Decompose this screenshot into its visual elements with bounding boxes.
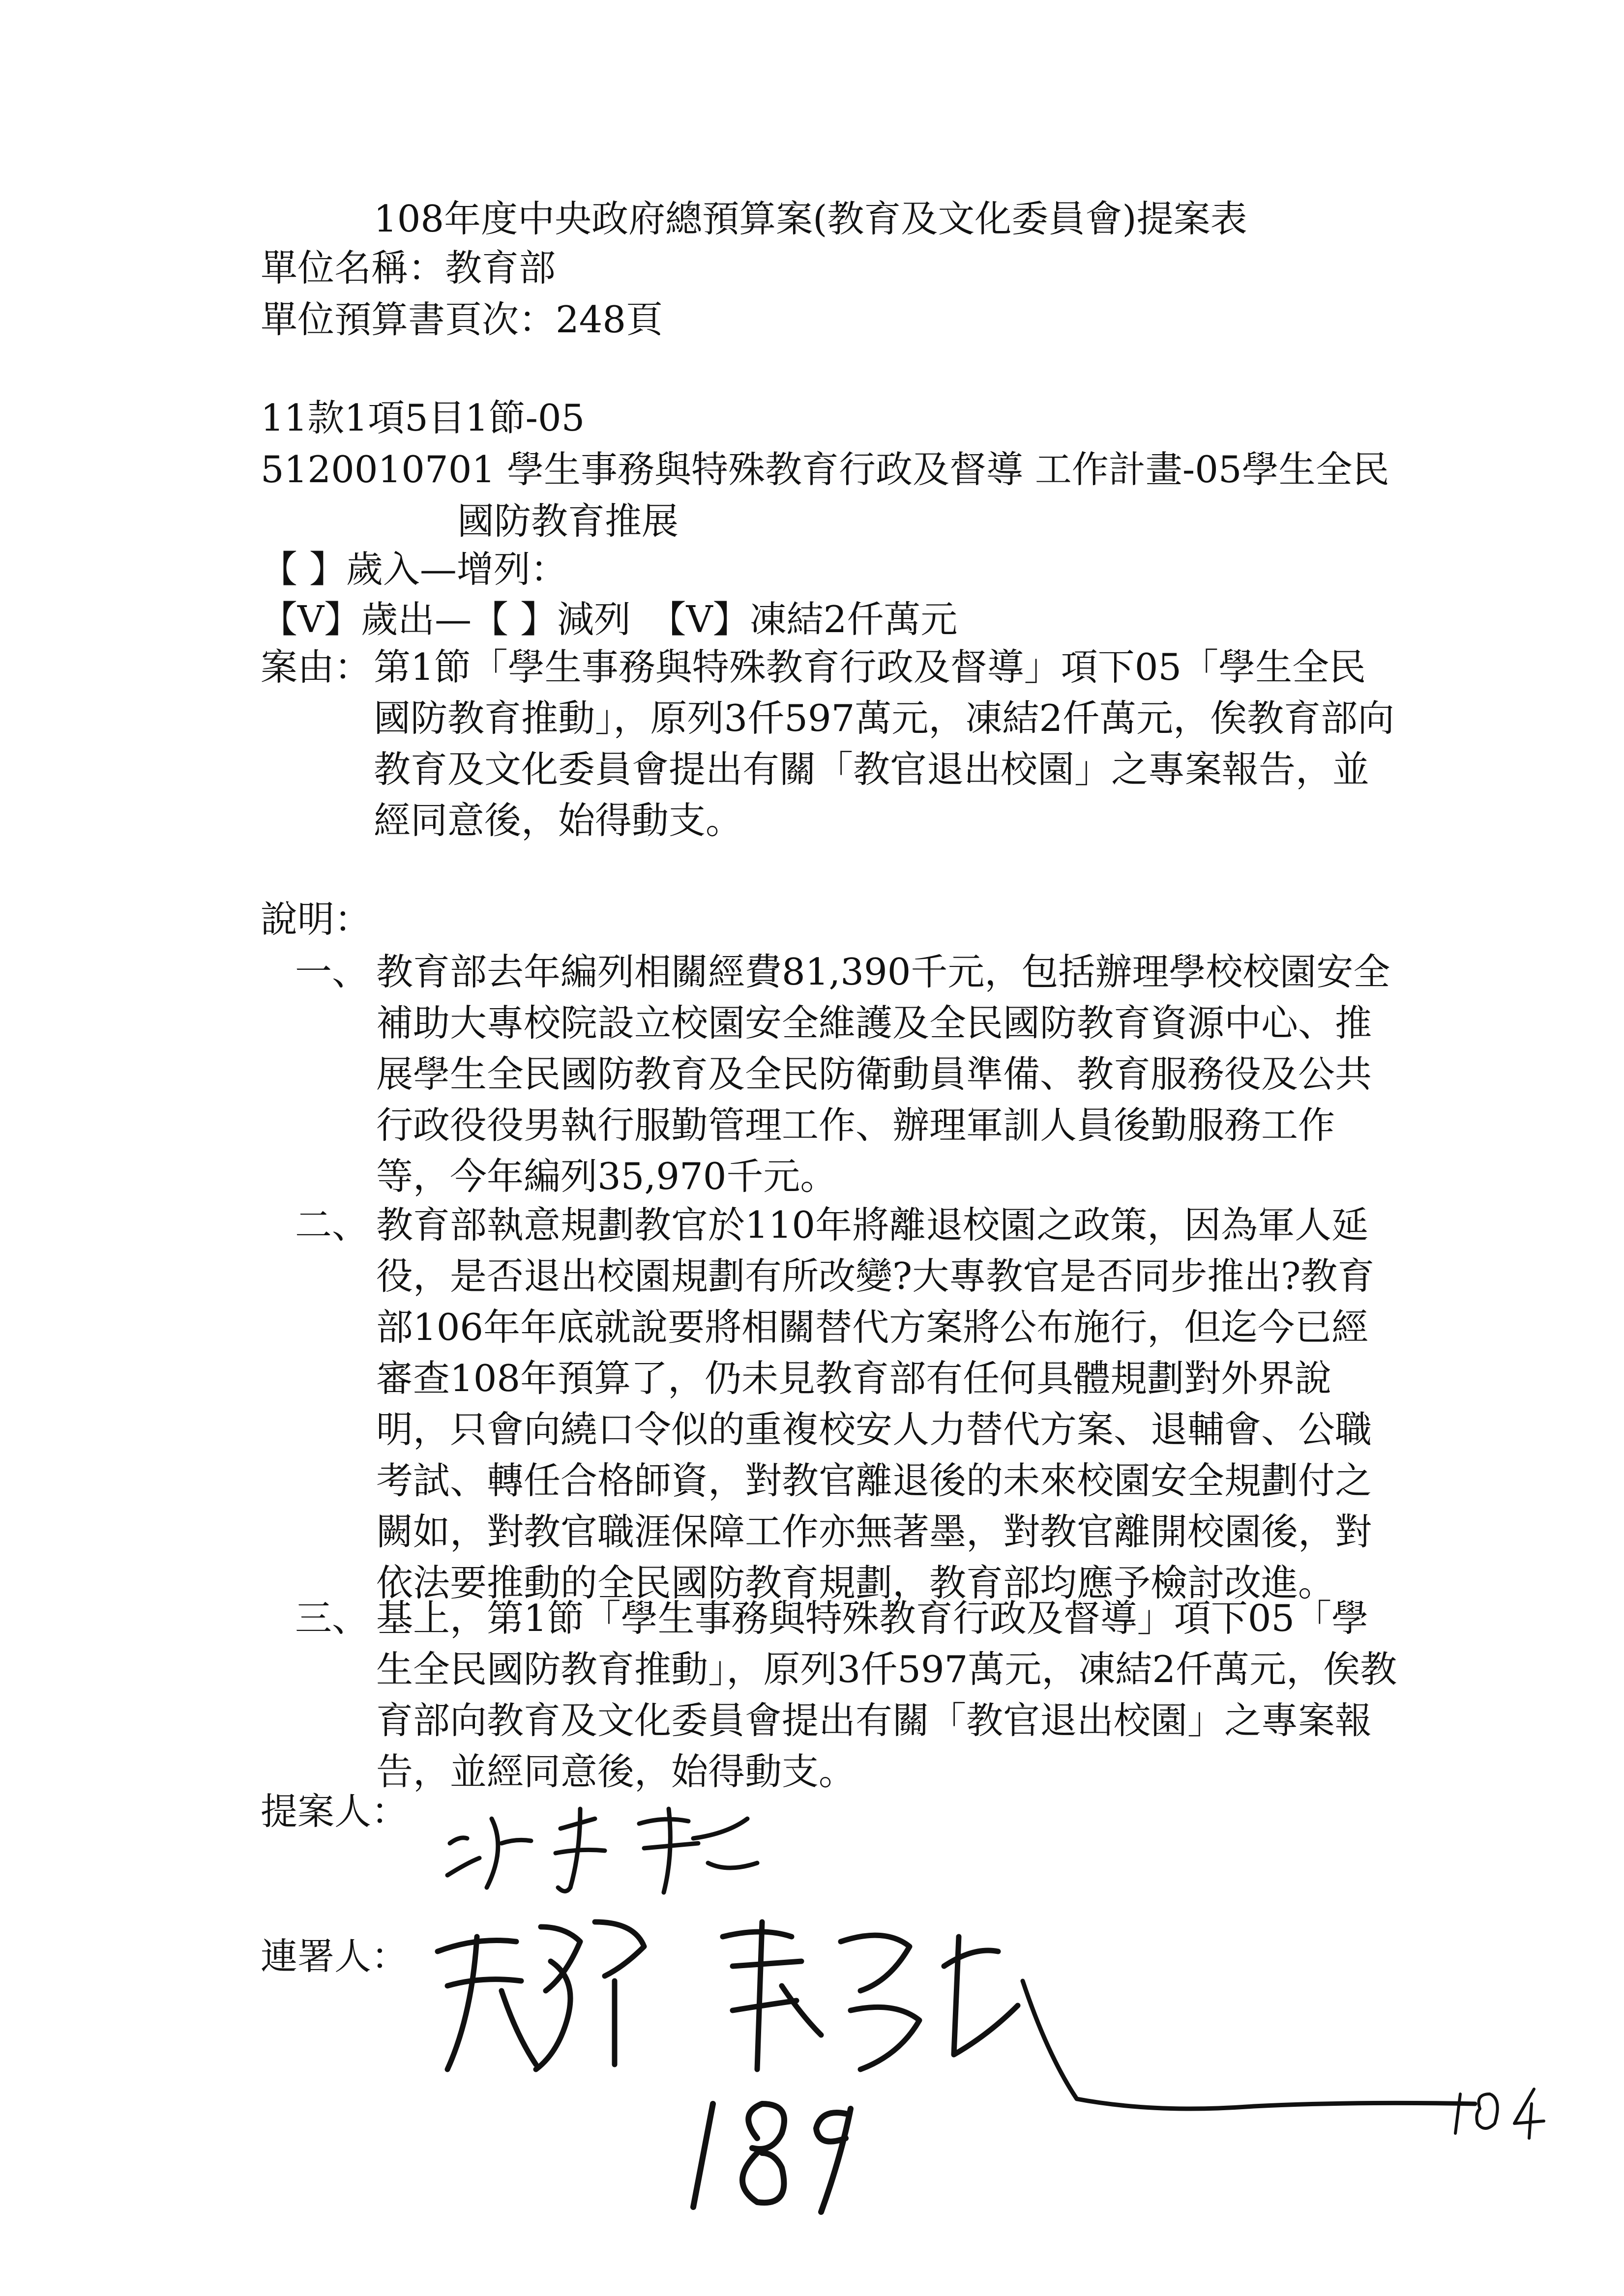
explanation-marker: 三、 — [295, 1597, 369, 1640]
proposer-signature — [433, 1789, 777, 1902]
proposer-label: 提案人： — [261, 1790, 409, 1833]
explanation-marker: 二、 — [295, 1203, 369, 1247]
reason-text: 第1節「學生事務與特殊教育行政及督導」項下05「學生全民國防教育推動」，原列3仟597萬元，凍結2仟萬元，俟教育部向教育及文化委員會提出有關「教官退出校園」之專案報告，並經同意後，始得動支。 — [374, 645, 1395, 842]
program-line-2: 國防教育推展 — [457, 499, 679, 543]
expenditure-line: 【V】歲出—【 】減列 【V】凍結2仟萬元 — [261, 598, 958, 641]
handwritten-page-number — [683, 2084, 880, 2222]
explanation-item-3 — [295, 1593, 1399, 1797]
explanation-text: 教育部去年編列相關經費81,390千元，包括辦理學校校園安全補助大專校院設立校園安全維護及全民國防教育資源中心、推展學生全民國防教育及全民防衛動員準備、教育服務役及公共行政役役男執行服勤管理工作、辦理軍訓人員後勤服務工作等，今年編列35,970千元。 — [376, 950, 1390, 1198]
explanation-label: 說明： — [261, 898, 372, 941]
revenue-line: 【 】歲入—增列： — [261, 548, 567, 591]
unit-name: 單位名稱：教育部 — [261, 246, 556, 290]
cosigner-signatures — [418, 1907, 1549, 2114]
budget-page: 單位預算書頁次：248頁 — [261, 298, 663, 341]
program-line-1: 5120010701 學生事務與特殊教育行政及督導 工作計畫-05學生全民 — [261, 448, 1389, 491]
explanation-marker: 一、 — [295, 950, 369, 993]
explanation-text: 教育部執意規劃教官於110年將離退校園之政策，因為軍人延役，是否退出校園規劃有所改變?大專教官是否同步推出?教育部106年年底就說要將相關替代方案將公布施行，但迄今已經審查108年預算了，仍未見教育部有任何具體規劃對外界說明，只會向繞口令似的重複校安人力替代方案、退輔會、公職考試、轉任合格師資，對教官離退後的未來校園安全規劃付之闕如，對教官職涯保障工作亦無著墨，對教官離開校園後，對依法要推動的全民國防教育規劃，教育部均應予檢討改進。 — [376, 1203, 1375, 1604]
reason-label: 案由： — [261, 645, 372, 689]
explanation-item-1 — [295, 946, 1399, 1202]
explanation-text: 基上，第1節「學生事務與特殊教育行政及督導」項下05「學生全民國防教育推動」，原列3仟597萬元，凍結2仟萬元，俟教育部向教育及文化委員會提出有關「教官退出校園」之專案報告，並經同意後，始得動支。 — [376, 1597, 1397, 1793]
handwritten-corner-number — [1446, 2084, 1554, 2143]
reason-block — [261, 641, 1396, 846]
cosigner-label: 連署人： — [261, 1935, 409, 1978]
section-code: 11款1項5目1節-05 — [261, 396, 585, 439]
document-title: 108年度中央政府總預算案(教育及文化委員會)提案表 — [374, 197, 1247, 240]
explanation-item-2 — [295, 1199, 1399, 1608]
